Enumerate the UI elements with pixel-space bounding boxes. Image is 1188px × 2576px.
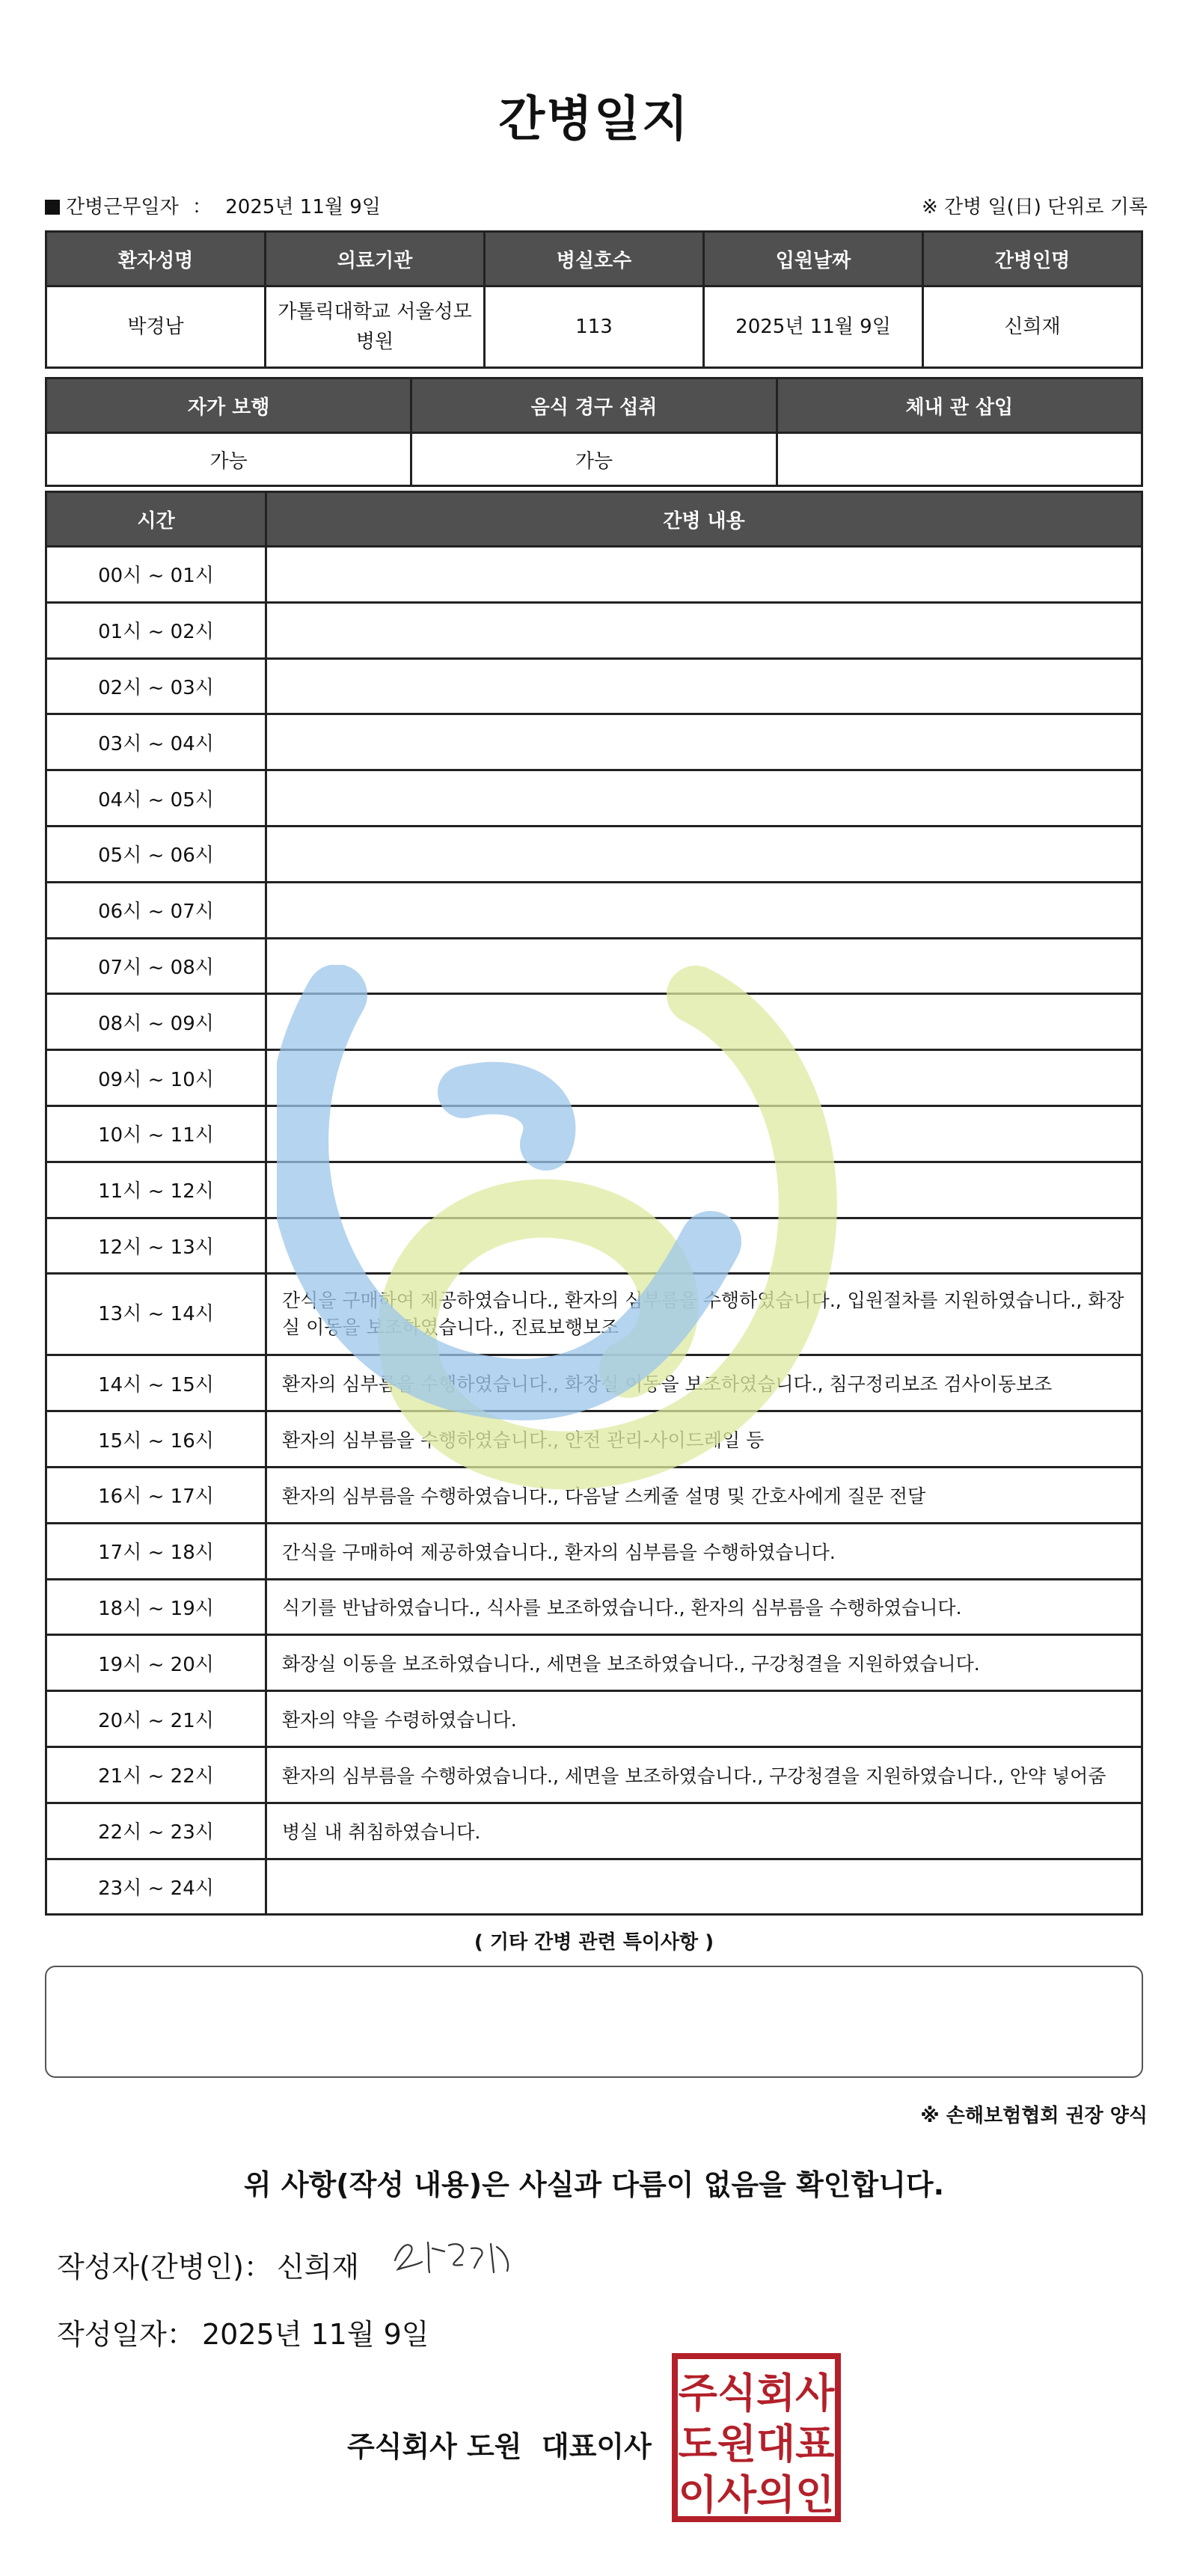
- time-cell: 17시 ~ 18시: [46, 1523, 266, 1579]
- time-cell: 13시 ~ 14시: [46, 1274, 266, 1355]
- company-seal-stamp-icon: [670, 2352, 842, 2524]
- walking-value: 가능: [46, 433, 411, 486]
- table-row: [46, 1691, 1142, 1747]
- oral-intake-value: 가능: [411, 433, 777, 486]
- patient-info-table: [45, 230, 1143, 369]
- time-cell: 09시 ~ 10시: [46, 1050, 266, 1106]
- patient-header-row: [46, 232, 1142, 286]
- header-oral-intake: 음식 경구 섭취: [411, 378, 777, 433]
- care-note-cell: 화장실 이동을 보조하였습니다., 세면을 보조하였습니다., 구강청결을 지원하였습니다.: [266, 1635, 1142, 1691]
- time-cell: 07시 ~ 08시: [46, 938, 266, 994]
- time-cell: 00시 ~ 01시: [46, 547, 266, 603]
- care-note-cell: [266, 938, 1142, 994]
- time-cell: 23시 ~ 24시: [46, 1859, 266, 1915]
- status-value-row: [46, 433, 1142, 486]
- log-header-row: [46, 492, 1142, 547]
- table-row: [46, 547, 1142, 603]
- table-row: [46, 1105, 1142, 1162]
- care-note-cell: 환자의 심부름을 수행하였습니다., 화장실 이동을 보조하였습니다., 침구정리보조 검사이동보조: [266, 1355, 1142, 1411]
- table-row: [46, 1635, 1142, 1691]
- room-number: 113: [485, 286, 704, 368]
- svg-text:도원대표: 도원대표: [678, 2420, 835, 2468]
- care-note-cell: [266, 994, 1142, 1050]
- care-note-cell: 간식을 구매하여 제공하였습니다., 환자의 심부름을 수행하였습니다., 입원절차를 지원하였습니다., 화장실 이동을 보조하였습니다., 진료보행보조: [266, 1274, 1142, 1355]
- table-row: [46, 1859, 1142, 1915]
- care-note-cell: [266, 658, 1142, 714]
- time-cell: 20시 ~ 21시: [46, 1691, 266, 1747]
- table-row: [46, 1218, 1142, 1274]
- etc-notes-label: ( 기타 간병 관련 특이사항 ): [474, 1931, 714, 1954]
- ceo-label: 대표이사: [542, 2430, 652, 2463]
- table-row: [46, 1523, 1142, 1579]
- care-note-cell: [266, 826, 1142, 882]
- work-date-line: [45, 191, 381, 219]
- care-note-cell: [266, 602, 1142, 658]
- status-header-row: [46, 378, 1142, 433]
- time-cell: 12시 ~ 13시: [46, 1218, 266, 1274]
- caregiver-name: 신희재: [923, 286, 1142, 368]
- writer-label: 작성자(간병인)：: [57, 2251, 272, 2284]
- time-cell: 04시 ~ 05시: [46, 770, 266, 827]
- header-admit-date: 입원날짜: [704, 232, 923, 286]
- time-cell: 01시 ~ 02시: [46, 602, 266, 658]
- care-note-cell: 간식을 구매하여 제공하였습니다., 환자의 심부름을 수행하였습니다.: [266, 1523, 1142, 1579]
- table-row: [46, 1747, 1142, 1803]
- etc-notes-box: [45, 1966, 1143, 2078]
- header-hospital: 의료기관: [266, 232, 485, 286]
- square-bullet-icon: [45, 200, 60, 215]
- table-row: [46, 826, 1142, 882]
- table-row: [46, 770, 1142, 827]
- time-cell: 19시 ~ 20시: [46, 1635, 266, 1691]
- tube-value: [777, 433, 1142, 486]
- table-row: [46, 1355, 1142, 1411]
- svg-text:주식회사: 주식회사: [678, 2370, 835, 2417]
- care-note-cell: [266, 1105, 1142, 1162]
- care-note-cell: [266, 882, 1142, 938]
- table-row: [46, 658, 1142, 714]
- patient-name: 박경남: [46, 286, 266, 368]
- care-note-cell: [266, 1218, 1142, 1274]
- header-caregiver: 간병인명: [923, 232, 1142, 286]
- table-row: [46, 1467, 1142, 1523]
- care-note-cell: [266, 714, 1142, 770]
- care-note-cell: [266, 770, 1142, 827]
- care-note-cell: 환자의 심부름을 수행하였습니다., 세면을 보조하였습니다., 구강청결을 지원하였습니다., 안약 넣어줌: [266, 1747, 1142, 1803]
- header-care-content: 간병 내용: [266, 492, 1142, 547]
- written-date-label: 작성일자：: [57, 2318, 195, 2351]
- time-cell: 14시 ~ 15시: [46, 1355, 266, 1411]
- care-note-cell: 환자의 심부름을 수행하였습니다., 다음날 스케줄 설명 및 간호사에게 질문 전달: [266, 1467, 1142, 1523]
- table-row: [46, 938, 1142, 994]
- confirmation-statement: 위 사항(작성 내용)은 사실과 다름이 없음을 확인합니다.: [243, 2168, 945, 2201]
- header-walking: 자가 보행: [46, 378, 411, 433]
- table-row: [46, 994, 1142, 1050]
- time-cell: 21시 ~ 22시: [46, 1747, 266, 1803]
- page-title: 간병일지: [498, 92, 690, 147]
- table-row: [46, 602, 1142, 658]
- table-row: [46, 1162, 1142, 1218]
- time-cell: 15시 ~ 16시: [46, 1411, 266, 1468]
- hospital-name: 가톨릭대학교 서울성모 병원: [266, 286, 485, 368]
- care-note-cell: 식기를 반납하였습니다., 식사를 보조하였습니다., 환자의 심부름을 수행하였습니다.: [266, 1579, 1142, 1635]
- work-date-value: 2025년 11월 9일: [225, 196, 381, 218]
- work-date-label: 간병근무일자: [66, 196, 179, 218]
- header-room: 병실호수: [485, 232, 704, 286]
- care-note-cell: [266, 1050, 1142, 1106]
- table-row: [46, 1274, 1142, 1355]
- svg-text:이사의인: 이사의인: [678, 2471, 835, 2518]
- time-cell: 18시 ~ 19시: [46, 1579, 266, 1635]
- table-row: [46, 1803, 1142, 1859]
- handwritten-signature-icon: [385, 2226, 527, 2286]
- care-note-cell: 병실 내 취침하였습니다.: [266, 1803, 1142, 1859]
- time-cell: 02시 ~ 03시: [46, 658, 266, 714]
- patient-value-row: [46, 286, 1142, 368]
- care-note-cell: 환자의 약을 수령하였습니다.: [266, 1691, 1142, 1747]
- time-cell: 16시 ~ 17시: [46, 1467, 266, 1523]
- care-note-cell: [266, 1162, 1142, 1218]
- time-cell: 22시 ~ 23시: [46, 1803, 266, 1859]
- time-cell: 10시 ~ 11시: [46, 1105, 266, 1162]
- table-row: [46, 1579, 1142, 1635]
- care-note-cell: 환자의 심부름을 수행하였습니다., 안전 관리-사이드레일 등: [266, 1411, 1142, 1468]
- record-note: ※ 간병 일(日) 단위로 기록: [921, 196, 1148, 218]
- time-cell: 08시 ~ 09시: [46, 994, 266, 1050]
- table-row: [46, 1411, 1142, 1468]
- header-time: 시간: [46, 492, 266, 547]
- writer-name: 신희재: [277, 2251, 360, 2284]
- header-patient-name: 환자성명: [46, 232, 266, 286]
- care-log-table: [45, 491, 1143, 1916]
- time-cell: 11시 ~ 12시: [46, 1162, 266, 1218]
- table-row: [46, 882, 1142, 938]
- company-name: 주식회사 도원: [347, 2430, 522, 2463]
- time-cell: 06시 ~ 07시: [46, 882, 266, 938]
- form-source-note: ※ 손해보험협회 권장 양식: [920, 2105, 1148, 2127]
- table-row: [46, 714, 1142, 770]
- header-tube: 체내 관 삽입: [777, 378, 1142, 433]
- admit-date: 2025년 11월 9일: [704, 286, 923, 368]
- patient-status-table: [45, 377, 1143, 487]
- table-row: [46, 1050, 1142, 1106]
- care-note-cell: [266, 547, 1142, 603]
- care-note-cell: [266, 1859, 1142, 1915]
- time-cell: 03시 ~ 04시: [46, 714, 266, 770]
- work-date-separator: ：: [192, 196, 212, 218]
- log-body: [46, 547, 1142, 1915]
- written-date-value: 2025년 11월 9일: [202, 2318, 429, 2351]
- time-cell: 05시 ~ 06시: [46, 826, 266, 882]
